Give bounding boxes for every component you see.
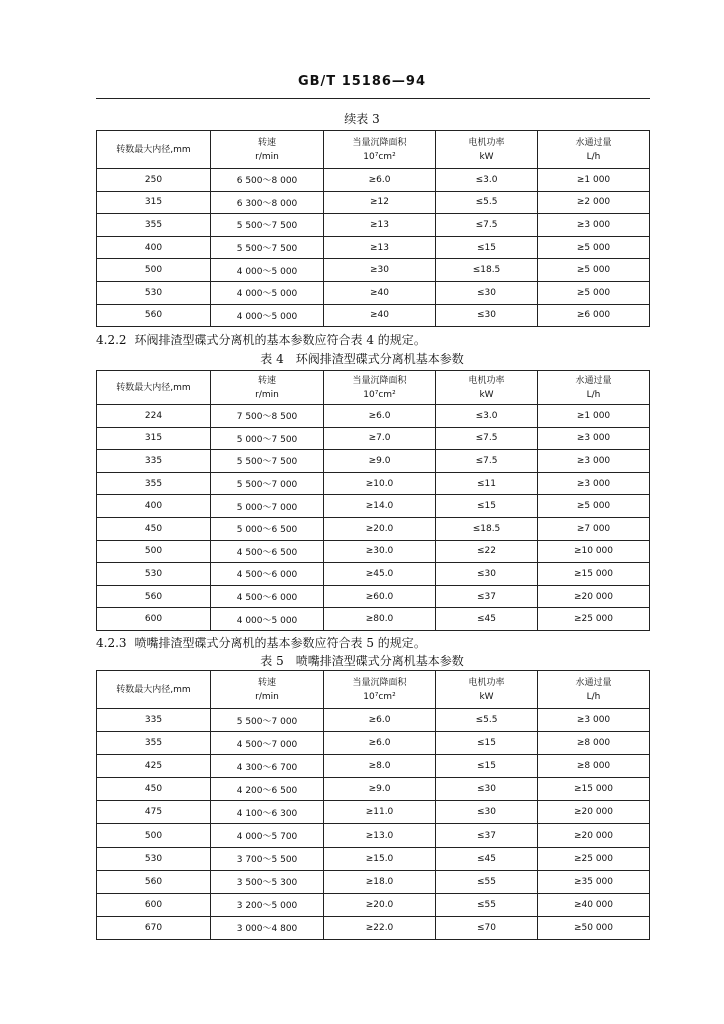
cell-diameter: 530 [97, 563, 211, 586]
cell-motor-power: ≤5.5 [436, 709, 538, 732]
cell-motor-power: ≤18.5 [436, 259, 538, 282]
cell-motor-power: ≤15 [436, 495, 538, 518]
table4-caption: 表 4 环阀排渣型碟式分离机基本参数 [260, 352, 464, 366]
cell-speed: 3 700～5 500 [211, 847, 324, 870]
cell-diameter: 355 [97, 732, 211, 755]
cell-diameter: 560 [97, 304, 211, 327]
table4 [96, 370, 650, 631]
cell-settling-area: ≥6.0 [324, 732, 436, 755]
cell-diameter: 560 [97, 585, 211, 608]
cell-motor-power: ≤30 [436, 778, 538, 801]
cell-water-throughput: ≥25 000 [538, 608, 650, 631]
table-header-row [97, 371, 650, 405]
cell-motor-power: ≤15 [436, 236, 538, 259]
cell-speed: 4 300～6 700 [211, 755, 324, 778]
cell-water-throughput: ≥5 000 [538, 236, 650, 259]
table-row [97, 236, 650, 259]
cell-speed: 3 500～5 300 [211, 870, 324, 893]
cell-settling-area: ≥20.0 [324, 893, 436, 916]
column-header-motor-power: 电机功率 kW [436, 371, 538, 405]
cell-diameter: 670 [97, 916, 211, 939]
cell-water-throughput: ≥35 000 [538, 870, 650, 893]
table-row [97, 608, 650, 631]
cell-settling-area: ≥30 [324, 259, 436, 282]
cell-motor-power: ≤30 [436, 563, 538, 586]
cell-motor-power: ≤22 [436, 540, 538, 563]
cell-motor-power: ≤55 [436, 893, 538, 916]
column-header-motor-power: 电机功率 kW [436, 131, 538, 169]
cell-water-throughput: ≥3 000 [538, 472, 650, 495]
cell-water-throughput: ≥6 000 [538, 304, 650, 327]
cell-motor-power: ≤7.5 [436, 427, 538, 450]
cell-motor-power: ≤15 [436, 732, 538, 755]
cell-water-throughput: ≥1 000 [538, 405, 650, 428]
table-row [97, 472, 650, 495]
cell-diameter: 500 [97, 259, 211, 282]
table-row [97, 169, 650, 192]
cell-speed: 6 500～8 000 [211, 169, 324, 192]
cell-motor-power: ≤37 [436, 585, 538, 608]
cell-speed: 5 500～7 500 [211, 450, 324, 473]
cell-water-throughput: ≥7 000 [538, 517, 650, 540]
cell-settling-area: ≥13 [324, 236, 436, 259]
cell-water-throughput: ≥8 000 [538, 755, 650, 778]
table-row [97, 847, 650, 870]
column-header-diameter: 转数最大内径,mm [97, 371, 211, 405]
cell-water-throughput: ≥20 000 [538, 824, 650, 847]
cell-diameter: 530 [97, 281, 211, 304]
cell-water-throughput: ≥2 000 [538, 191, 650, 214]
table-row [97, 732, 650, 755]
table-row [97, 540, 650, 563]
cell-water-throughput: ≥40 000 [538, 893, 650, 916]
table-row [97, 916, 650, 939]
column-header-speed: 转速 r/min [211, 131, 324, 169]
table3-caption: 续表 3 [344, 112, 380, 126]
cell-speed: 5 000～7 500 [211, 427, 324, 450]
cell-speed: 4 500～7 000 [211, 732, 324, 755]
cell-diameter: 560 [97, 870, 211, 893]
cell-speed: 5 500～7 500 [211, 214, 324, 237]
table-row [97, 801, 650, 824]
cell-speed: 4 000～5 700 [211, 824, 324, 847]
table-row [97, 824, 650, 847]
cell-diameter: 475 [97, 801, 211, 824]
cell-diameter: 355 [97, 472, 211, 495]
cell-settling-area: ≥40 [324, 281, 436, 304]
cell-diameter: 450 [97, 778, 211, 801]
cell-water-throughput: ≥50 000 [538, 916, 650, 939]
cell-settling-area: ≥15.0 [324, 847, 436, 870]
cell-water-throughput: ≥3 000 [538, 709, 650, 732]
column-header-water-throughput: 水通过量 L/h [538, 131, 650, 169]
cell-speed: 4 000～5 000 [211, 281, 324, 304]
cell-speed: 4 000～5 000 [211, 259, 324, 282]
column-header-diameter: 转数最大内径,mm [97, 671, 211, 709]
clause-number: 4.2.3 [96, 636, 127, 650]
cell-settling-area: ≥45.0 [324, 563, 436, 586]
cell-speed: 5 000～7 000 [211, 495, 324, 518]
table-row [97, 259, 650, 282]
cell-motor-power: ≤30 [436, 304, 538, 327]
clause-text: 环阀排渣型碟式分离机的基本参数应符合表 4 的规定。 [134, 333, 426, 347]
cell-speed: 6 300～8 000 [211, 191, 324, 214]
table5 [96, 670, 650, 940]
table-row [97, 585, 650, 608]
table-row [97, 495, 650, 518]
cell-speed: 7 500～8 500 [211, 405, 324, 428]
cell-settling-area: ≥11.0 [324, 801, 436, 824]
table-row [97, 870, 650, 893]
cell-speed: 5 500～7 000 [211, 709, 324, 732]
table-row [97, 405, 650, 428]
cell-diameter: 530 [97, 847, 211, 870]
cell-motor-power: ≤3.0 [436, 169, 538, 192]
column-header-water-throughput: 水通过量 L/h [538, 671, 650, 709]
cell-speed: 4 100～6 300 [211, 801, 324, 824]
column-header-speed: 转速 r/min [211, 371, 324, 405]
table3 [96, 130, 650, 327]
cell-water-throughput: ≥3 000 [538, 427, 650, 450]
table-row [97, 563, 650, 586]
cell-speed: 5 500～7 000 [211, 472, 324, 495]
cell-settling-area: ≥6.0 [324, 709, 436, 732]
cell-motor-power: ≤15 [436, 755, 538, 778]
cell-settling-area: ≥6.0 [324, 405, 436, 428]
cell-diameter: 315 [97, 427, 211, 450]
cell-settling-area: ≥13.0 [324, 824, 436, 847]
cell-diameter: 335 [97, 709, 211, 732]
cell-speed: 5 000～6 500 [211, 517, 324, 540]
cell-speed: 4 500～6 000 [211, 563, 324, 586]
table-row [97, 281, 650, 304]
cell-diameter: 315 [97, 191, 211, 214]
cell-speed: 4 500～6 500 [211, 540, 324, 563]
cell-settling-area: ≥40 [324, 304, 436, 327]
cell-settling-area: ≥9.0 [324, 778, 436, 801]
clause-text: 喷嘴排渣型碟式分离机的基本参数应符合表 5 的规定。 [134, 636, 426, 650]
cell-motor-power: ≤7.5 [436, 214, 538, 237]
column-header-motor-power: 电机功率 kW [436, 671, 538, 709]
cell-speed: 3 200～5 000 [211, 893, 324, 916]
cell-settling-area: ≥30.0 [324, 540, 436, 563]
cell-motor-power: ≤45 [436, 608, 538, 631]
cell-speed: 3 000～4 800 [211, 916, 324, 939]
header-rule [96, 98, 650, 99]
cell-water-throughput: ≥20 000 [538, 585, 650, 608]
cell-speed: 4 000～5 000 [211, 304, 324, 327]
cell-speed: 4 000～5 000 [211, 608, 324, 631]
table-header-row [97, 671, 650, 709]
cell-water-throughput: ≥3 000 [538, 214, 650, 237]
cell-diameter: 450 [97, 517, 211, 540]
cell-motor-power: ≤45 [436, 847, 538, 870]
table-row [97, 427, 650, 450]
cell-diameter: 425 [97, 755, 211, 778]
table4-body [97, 405, 650, 631]
cell-settling-area: ≥18.0 [324, 870, 436, 893]
cell-water-throughput: ≥15 000 [538, 563, 650, 586]
cell-diameter: 400 [97, 236, 211, 259]
cell-motor-power: ≤55 [436, 870, 538, 893]
cell-settling-area: ≥6.0 [324, 169, 436, 192]
cell-settling-area: ≥13 [324, 214, 436, 237]
column-header-diameter: 转数最大内径,mm [97, 131, 211, 169]
cell-diameter: 500 [97, 540, 211, 563]
cell-diameter: 250 [97, 169, 211, 192]
table-row [97, 755, 650, 778]
cell-water-throughput: ≥25 000 [538, 847, 650, 870]
cell-diameter: 355 [97, 214, 211, 237]
cell-motor-power: ≤5.5 [436, 191, 538, 214]
table5-body [97, 709, 650, 940]
column-header-speed: 转速 r/min [211, 671, 324, 709]
cell-water-throughput: ≥10 000 [538, 540, 650, 563]
table-row [97, 893, 650, 916]
cell-water-throughput: ≥3 000 [538, 450, 650, 473]
cell-motor-power: ≤11 [436, 472, 538, 495]
cell-water-throughput: ≥5 000 [538, 281, 650, 304]
column-header-water-throughput: 水通过量 L/h [538, 371, 650, 405]
table3-body [97, 169, 650, 327]
table5-caption: 表 5 喷嘴排渣型碟式分离机基本参数 [260, 654, 464, 668]
cell-speed: 4 200～6 500 [211, 778, 324, 801]
cell-settling-area: ≥60.0 [324, 585, 436, 608]
cell-settling-area: ≥20.0 [324, 517, 436, 540]
standard-number: GB/T 15186—94 [297, 74, 427, 89]
cell-water-throughput: ≥8 000 [538, 732, 650, 755]
cell-motor-power: ≤30 [436, 801, 538, 824]
table-header-row [97, 131, 650, 169]
cell-settling-area: ≥12 [324, 191, 436, 214]
table-row [97, 778, 650, 801]
table-row [97, 304, 650, 327]
cell-diameter: 500 [97, 824, 211, 847]
table-row [97, 214, 650, 237]
cell-water-throughput: ≥20 000 [538, 801, 650, 824]
cell-settling-area: ≥10.0 [324, 472, 436, 495]
cell-settling-area: ≥80.0 [324, 608, 436, 631]
cell-settling-area: ≥9.0 [324, 450, 436, 473]
cell-motor-power: ≤7.5 [436, 450, 538, 473]
cell-speed: 5 500～7 500 [211, 236, 324, 259]
cell-diameter: 600 [97, 608, 211, 631]
cell-settling-area: ≥22.0 [324, 916, 436, 939]
cell-diameter: 335 [97, 450, 211, 473]
cell-settling-area: ≥8.0 [324, 755, 436, 778]
table-row [97, 517, 650, 540]
clause-4-2-3 [96, 634, 426, 651]
clause-4-2-2 [96, 331, 426, 348]
cell-settling-area: ≥7.0 [324, 427, 436, 450]
cell-water-throughput: ≥15 000 [538, 778, 650, 801]
column-header-settling-area: 当量沉降面积 10⁷cm² [324, 671, 436, 709]
cell-water-throughput: ≥5 000 [538, 259, 650, 282]
cell-water-throughput: ≥5 000 [538, 495, 650, 518]
cell-motor-power: ≤37 [436, 824, 538, 847]
clause-number: 4.2.2 [96, 333, 127, 347]
cell-motor-power: ≤18.5 [436, 517, 538, 540]
table-row [97, 450, 650, 473]
cell-speed: 4 500～6 000 [211, 585, 324, 608]
cell-diameter: 400 [97, 495, 211, 518]
cell-motor-power: ≤30 [436, 281, 538, 304]
table-row [97, 191, 650, 214]
cell-motor-power: ≤3.0 [436, 405, 538, 428]
cell-motor-power: ≤70 [436, 916, 538, 939]
cell-settling-area: ≥14.0 [324, 495, 436, 518]
cell-diameter: 224 [97, 405, 211, 428]
cell-water-throughput: ≥1 000 [538, 169, 650, 192]
table-row [97, 709, 650, 732]
column-header-settling-area: 当量沉降面积 10⁷cm² [324, 371, 436, 405]
cell-diameter: 600 [97, 893, 211, 916]
column-header-settling-area: 当量沉降面积 10⁷cm² [324, 131, 436, 169]
